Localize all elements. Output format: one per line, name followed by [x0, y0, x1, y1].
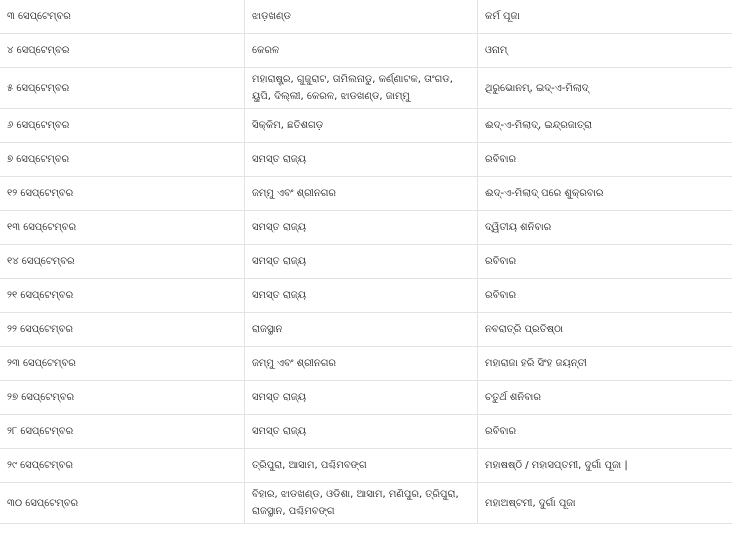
occasion-cell: ମହାଷଷ୍ଠି / ମହାସପ୍ତମୀ, ଦୁର୍ଗା ପୂଜା | — [478, 449, 732, 483]
state-cell: ସମସ୍ତ ରାଜ୍ୟ — [245, 381, 478, 415]
occasion-cell: ମହାଅଷ୍ଟମୀ, ଦୁର୍ଗା ପୂଜା — [478, 483, 732, 524]
date-cell: ୩ ସେପ୍ଟେମ୍ବର — [0, 0, 245, 34]
table-row — [0, 211, 732, 245]
occasion-cell: ଚତୁର୍ଥ ଶନିବାର — [478, 381, 732, 415]
occasion-cell: ଥିରୁଭୋନମ୍, ଇଦ୍-ଏ-ମିଲାଦ୍ — [478, 68, 732, 109]
occasion-cell: ଈଦ୍-ଏ-ମିଲାଦ୍, ଇନ୍ଦ୍ରଜାତ୍ରା — [478, 109, 732, 143]
state-cell: ବିହାର, ଝାଡଖଣ୍ଡ, ଓଡିଶା, ଆସାମ, ମଣିପୁର, ତ୍ରିପୁରା, ରାଜସ୍ଥାନ, ପଶ୍ଚିମବଙ୍ଗ — [245, 483, 478, 524]
table-row — [0, 347, 732, 381]
date-cell: ୭ ସେପ୍ଟେମ୍ବର — [0, 143, 245, 177]
table-row — [0, 68, 732, 109]
state-cell: ସମସ୍ତ ରାଜ୍ୟ — [245, 143, 478, 177]
date-cell: ୨୯ ସେପ୍ଟେମ୍ବର — [0, 449, 245, 483]
state-cell: ସମସ୍ତ ରାଜ୍ୟ — [245, 245, 478, 279]
date-cell: ୨୭ ସେପ୍ଟେମ୍ବର — [0, 381, 245, 415]
date-cell: ୪ ସେପ୍ଟେମ୍ବର — [0, 34, 245, 68]
date-cell: ୨୧ ସେପ୍ଟେମ୍ବର — [0, 279, 245, 313]
state-cell: ସମସ୍ତ ରାଜ୍ୟ — [245, 279, 478, 313]
date-cell: ୨୮ ସେପ୍ଟେମ୍ବର — [0, 415, 245, 449]
state-cell: ରାଜସ୍ଥାନ — [245, 313, 478, 347]
occasion-cell: ନବରାତ୍ରି ପ୍ରତିଷ୍ଠା — [478, 313, 732, 347]
occasion-cell: ରବିବାର — [478, 143, 732, 177]
table-row — [0, 313, 732, 347]
table-row — [0, 143, 732, 177]
occasion-cell: ରବିବାର — [478, 415, 732, 449]
date-cell: ୧୩ ସେପ୍ଟେମ୍ବର — [0, 211, 245, 245]
date-cell: ୧୪ ସେପ୍ଟେମ୍ବର — [0, 245, 245, 279]
table-row — [0, 415, 732, 449]
table-row — [0, 177, 732, 211]
table-row — [0, 109, 732, 143]
state-cell: ଜମ୍ମୁ ଏବଂ ଶ୍ରୀନଗର — [245, 347, 478, 381]
date-cell: ୫ ସେପ୍ଟେମ୍ବର — [0, 68, 245, 109]
state-cell: ସମସ୍ତ ରାଜ୍ୟ — [245, 211, 478, 245]
occasion-cell: ମହାରାଜା ହରି ସିଂହ ଜୟନ୍ତୀ — [478, 347, 732, 381]
state-cell: କେରଳ — [245, 34, 478, 68]
occasion-cell: ଓନାମ୍ — [478, 34, 732, 68]
state-cell: ତ୍ରିପୁରା, ଆସାମ, ପଶ୍ଚିମବଙ୍ଗ — [245, 449, 478, 483]
table-row — [0, 381, 732, 415]
occasion-cell: ଈଦ୍-ଏ-ମିଲାଦ୍ ପରେ ଶୁକ୍ରବାର — [478, 177, 732, 211]
state-cell: ଜମ୍ମୁ ଏବଂ ଶ୍ରୀନଗର — [245, 177, 478, 211]
table-row — [0, 279, 732, 313]
table-row — [0, 483, 732, 524]
date-cell: ୨୩ ସେପ୍ଟେମ୍ବର — [0, 347, 245, 381]
occasion-cell: ରବିବାର — [478, 245, 732, 279]
date-cell: ୩୦ ସେପ୍ଟେମ୍ବର — [0, 483, 245, 524]
date-cell: ୬ ସେପ୍ଟେମ୍ବର — [0, 109, 245, 143]
table-row — [0, 0, 732, 34]
date-cell: ୨୨ ସେପ୍ଟେମ୍ବର — [0, 313, 245, 347]
occasion-cell: ରବିବାର — [478, 279, 732, 313]
state-cell: ସିକ୍କିମ, ଛତିଶଗଡ଼ — [245, 109, 478, 143]
date-cell: ୧୨ ସେପ୍ଟେମ୍ବର — [0, 177, 245, 211]
state-cell: ମହାରାଷ୍ଟ୍ର, ଗୁଜୁରାଟ, ତାମିଲନାଡୁ, କର୍ଣ୍ଣାଟକ, ତାଂଗଡ, ୟୁପି, ଦିଲ୍ଲୀ, କେରଳ, ଝାଡଖଣ୍ଡ, ଜାମ୍ମୁ — [245, 68, 478, 109]
occasion-cell: କର୍ମ ପୂଜା — [478, 0, 732, 34]
table-row — [0, 449, 732, 483]
table-row — [0, 245, 732, 279]
state-cell: ଝାଡ଼ଖଣ୍ଡ — [245, 0, 478, 34]
state-cell: ସମସ୍ତ ରାଜ୍ୟ — [245, 415, 478, 449]
occasion-cell: ଦ୍ୱିତୀୟ ଶନିବାର — [478, 211, 732, 245]
table-row — [0, 34, 732, 68]
